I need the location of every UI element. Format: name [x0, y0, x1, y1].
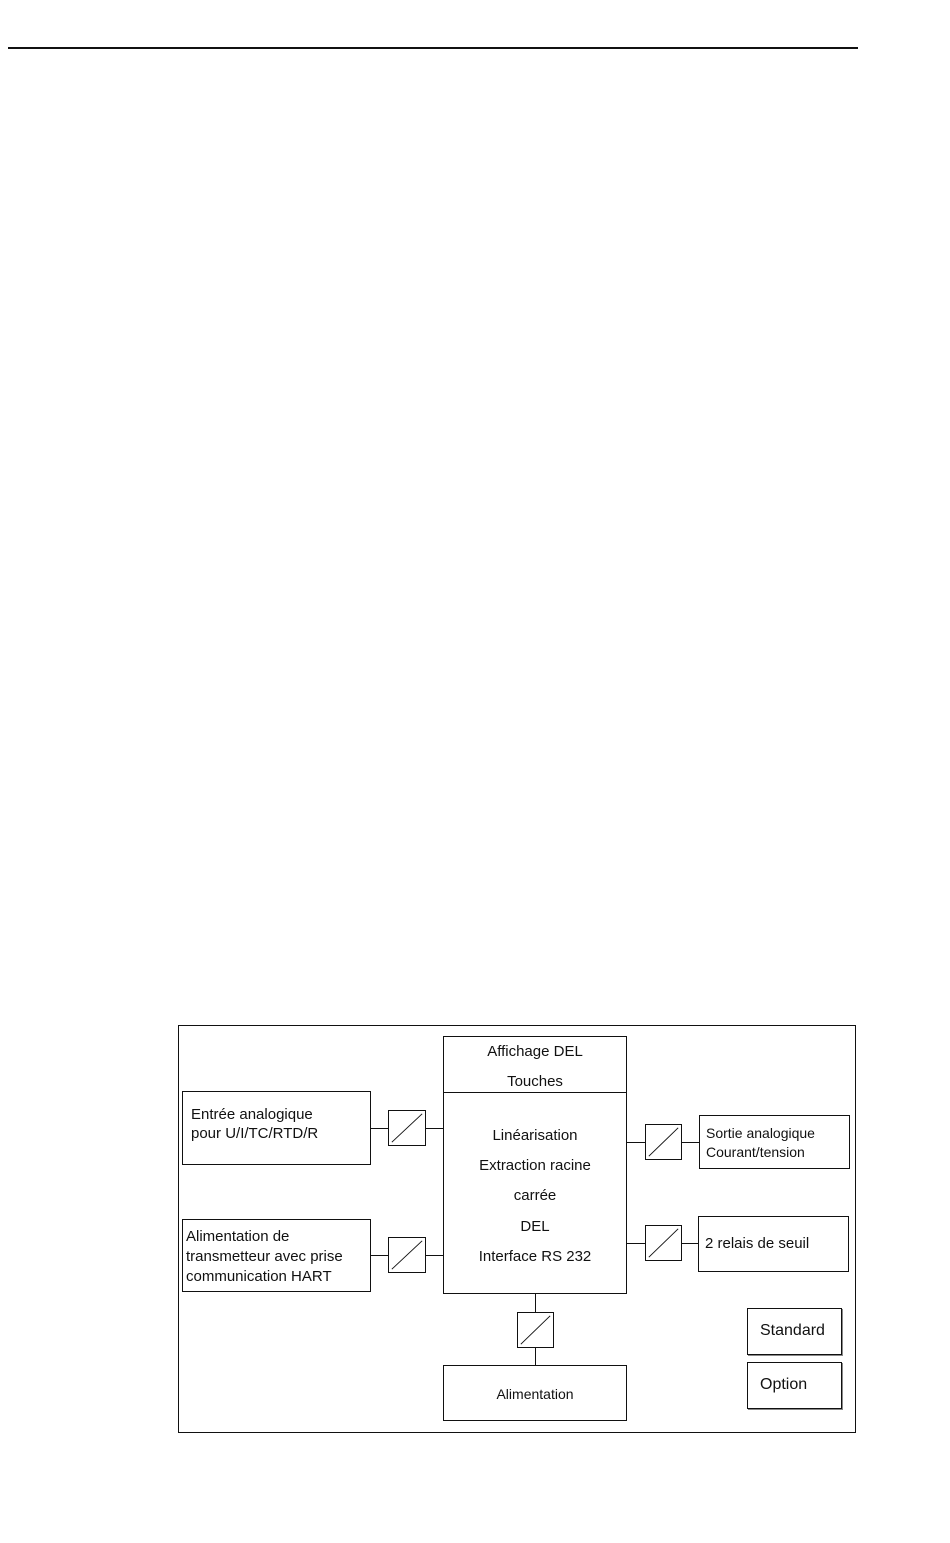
line-core-to-relay-converter	[627, 1243, 645, 1244]
diagonal-slash-icon	[389, 1111, 425, 1145]
line-relay-converter-to-relays	[682, 1243, 698, 1244]
analog-input-line2: pour U/I/TC/RTD/R	[191, 1125, 319, 1142]
display-label: Affichage DEL	[487, 1043, 583, 1060]
line-supply-to-converter	[371, 1255, 388, 1256]
diagonal-slash-icon	[646, 1125, 681, 1159]
core-line-del: DEL	[520, 1218, 550, 1235]
line-output-converter-to-output	[682, 1142, 699, 1143]
converter-power	[517, 1312, 554, 1348]
line-core-to-output-converter	[627, 1142, 645, 1143]
line-converter-to-core-bottom	[426, 1255, 443, 1256]
core-line-rs232: Interface RS 232	[478, 1248, 592, 1265]
line-core-to-power-converter	[535, 1294, 536, 1312]
legend-option-label: Option	[760, 1376, 808, 1393]
converter-relays	[645, 1225, 682, 1261]
line-input-to-converter	[371, 1128, 388, 1129]
transmitter-supply-line3: communication HART	[186, 1268, 332, 1285]
core-line-square-root: Extraction racine	[479, 1157, 591, 1174]
line-converter-to-core-top	[426, 1128, 443, 1129]
transmitter-supply-line1: Alimentation de	[186, 1228, 290, 1245]
core-line-linearization: Linéarisation	[492, 1127, 578, 1144]
line-power-converter-to-power	[535, 1348, 536, 1365]
converter-transmitter-supply	[388, 1237, 426, 1273]
analog-output-line1: Sortie analogique	[706, 1125, 815, 1141]
analog-input-line1: Entrée analogique	[191, 1106, 313, 1123]
diagonal-slash-icon	[518, 1313, 553, 1347]
converter-input	[388, 1110, 426, 1146]
keys-label: Touches	[507, 1073, 563, 1090]
transmitter-supply-line2: transmetteur avec prise	[186, 1248, 343, 1265]
header-rule	[8, 47, 858, 49]
converter-analog-output	[645, 1124, 682, 1160]
diagonal-slash-icon	[389, 1238, 425, 1272]
power-supply-label: Alimentation	[496, 1386, 574, 1402]
diagonal-slash-icon	[646, 1226, 681, 1260]
analog-output-line2: Courant/tension	[706, 1144, 805, 1160]
core-line-carree: carrée	[513, 1187, 557, 1204]
relays-label: 2 relais de seuil	[705, 1235, 810, 1252]
legend-standard-label: Standard	[760, 1322, 825, 1339]
